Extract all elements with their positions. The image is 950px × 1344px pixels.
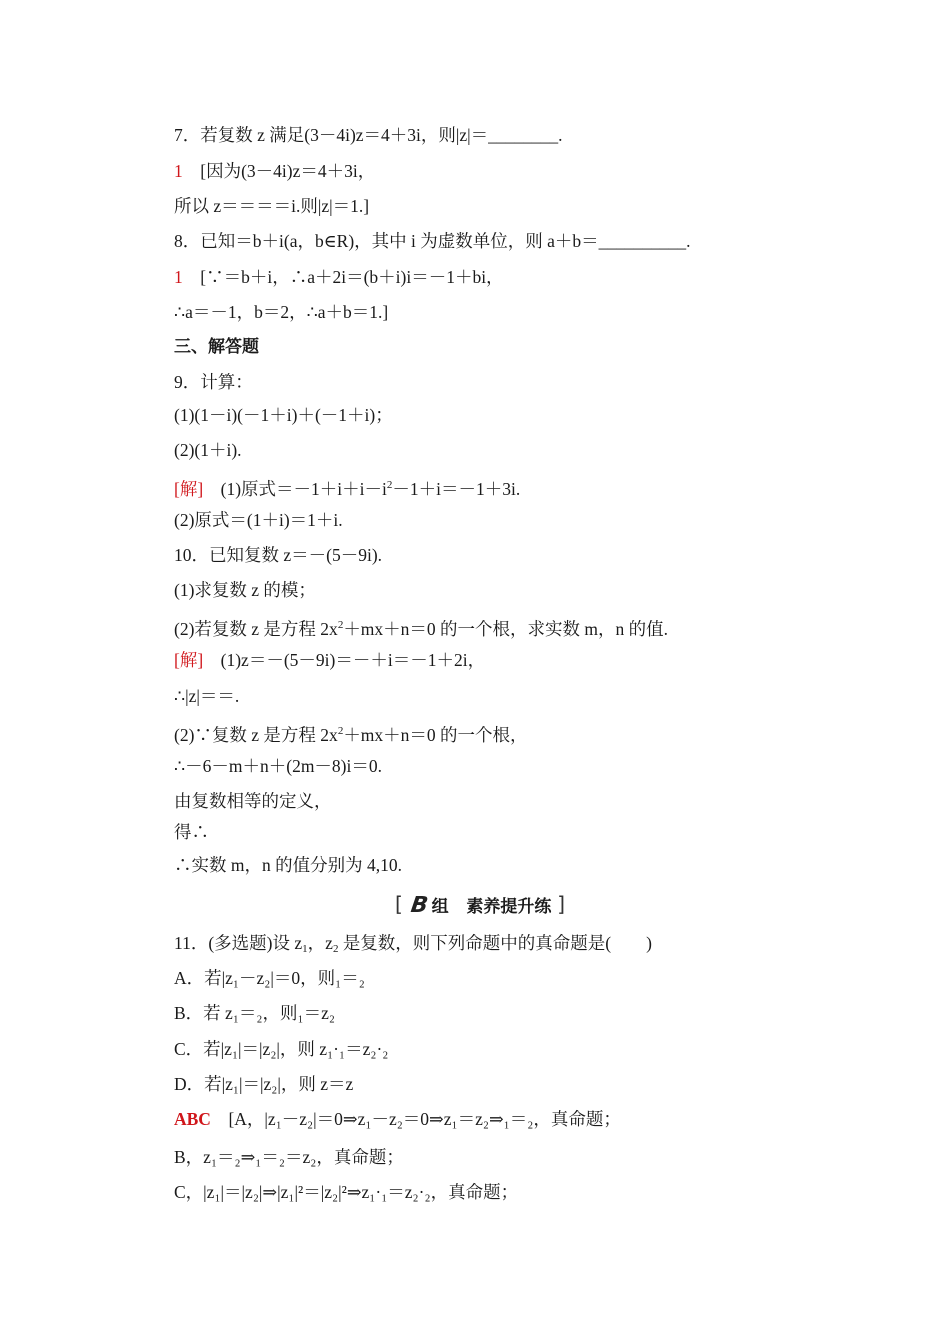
- answer-value: 1: [174, 161, 183, 181]
- solution-10-line7: ∴实数 m，n 的值分别为 4,10.: [174, 855, 402, 875]
- solution-10-line4: ∴－6－m＋n＋(2m－8)i＝0.: [174, 756, 383, 776]
- option-d: D．若|z₁|＝|z₂|，则 z＝z: [174, 1074, 354, 1094]
- question-9-part1: (1)(1－i)(－1＋i)＋(－1＋i)；: [174, 405, 393, 425]
- solution-text: (1)z＝－(5－9i)＝－＋i＝－1＋2i，: [203, 650, 486, 670]
- question-text: (2)若复数 z 是方程 2x: [174, 619, 338, 639]
- left-bracket: [: [395, 892, 403, 916]
- answer-value: ABC: [174, 1109, 211, 1129]
- question-10-part1: (1)求复数 z 的模；: [174, 580, 316, 600]
- solution-9-line2: (2)原式＝(1＋i)＝1＋i.: [174, 510, 343, 530]
- answer-7-line1: [174, 160, 375, 182]
- answer-11-line3: C，|z₁|＝|z₂|⇒|z₁|²＝|z₂|²⇒z₁·₁＝z₂·₂，真命题；: [174, 1182, 519, 1202]
- group-letter-logo: B: [409, 893, 430, 918]
- question-9: 9．计算：: [174, 372, 253, 392]
- question-text: ，z: [307, 933, 333, 953]
- answer-explanation: [因为(3－4i)z＝4＋3i，: [182, 161, 376, 181]
- solution-10-line2: ∴|z|＝＝.: [174, 686, 240, 706]
- solution-10-line5: 由复数相等的定义，: [174, 791, 332, 811]
- solution-10-line6: 得∴: [174, 822, 209, 842]
- solution-text: (1)原式＝－1＋i＋i－i: [203, 479, 387, 499]
- superscript: 2: [337, 725, 344, 737]
- subscript: 2: [332, 943, 339, 955]
- answer-explanation: [∵＝b＋i，∴a＋2i＝(b＋i)i＝－1＋bi，: [182, 267, 504, 287]
- answer-11-line1: [174, 1108, 621, 1130]
- answer-8-line2: ∴a＝－1，b＝2，∴a＋b＝1.]: [174, 302, 389, 322]
- superscript: 2: [386, 479, 393, 491]
- solution-9-line1: [174, 474, 520, 500]
- solution-text: ＋mx＋n＝0 的一个根，: [343, 725, 528, 745]
- subscript: 1: [302, 943, 308, 955]
- superscript: 2: [337, 619, 344, 631]
- group-b-header: [395, 892, 595, 918]
- question-text: 是复数，则下列命题中的真命题是( ): [338, 933, 652, 953]
- question-text: ＋mx＋n＝0 的一个根，求实数 m，n 的值.: [343, 619, 669, 639]
- solution-10-line3: [174, 720, 528, 746]
- question-11: [174, 932, 652, 960]
- answer-value: 1: [174, 267, 183, 287]
- solution-label: [解]: [174, 650, 204, 670]
- question-10-part2: [174, 614, 668, 640]
- group-title: 素养提升练: [466, 897, 552, 917]
- answer-8-line1: [174, 266, 504, 288]
- section-heading: 三、解答题: [174, 337, 259, 357]
- question-9-part2: (2)(1＋i).: [174, 440, 242, 460]
- question-10: 10．已知复数 z＝－(5－9i).: [174, 545, 383, 565]
- group-label: 组: [431, 897, 449, 917]
- solution-text: －1＋i＝－1＋3i.: [392, 479, 521, 499]
- option-c: C．若|z₁|＝|z₂|，则 z₁·₁＝z₂·₂: [174, 1039, 389, 1059]
- question-8: 8．已知＝b＋i(a，b∈R)，其中 i 为虚数单位，则 a＋b＝__________.: [174, 231, 691, 251]
- solution-label: [解]: [174, 479, 204, 499]
- solution-10-line1: [174, 649, 485, 671]
- answer-explanation: [A，|z₁－z₂|＝0⇒z₁－z₂＝0⇒z₁＝z₂⇒₁＝₂，真命题；: [210, 1109, 621, 1129]
- answer-11-line2: B，z₁＝₂⇒₁＝₂＝z₂，真命题；: [174, 1147, 404, 1167]
- question-text: 11．(多选题)设 z: [174, 933, 303, 953]
- option-a: A．若|z₁－z₂|＝0，则₁＝₂: [174, 968, 365, 988]
- right-bracket: ]: [557, 892, 566, 916]
- answer-7-line2: 所以 z＝＝＝＝i.则|z|＝1.]: [174, 196, 370, 216]
- option-b: B．若 z₁＝₂，则₁＝z₂: [174, 1003, 335, 1023]
- question-7: 7．若复数 z 满足(3－4i)z＝4＋3i，则|z|＝________.: [174, 125, 563, 145]
- solution-text: (2)∵复数 z 是方程 2x: [174, 725, 338, 745]
